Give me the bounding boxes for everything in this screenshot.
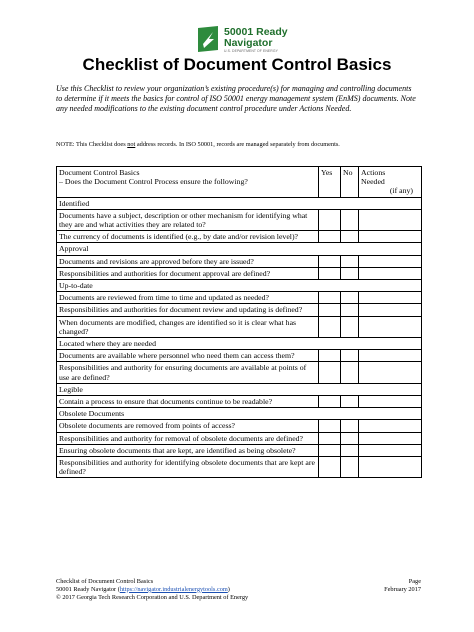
section-heading: Legible <box>57 383 422 395</box>
checklist-question: The currency of documents is identified (e.g., by date and/or revision level)? <box>57 231 319 243</box>
no-checkbox-cell[interactable] <box>341 231 359 243</box>
checklist-item-row <box>57 396 422 408</box>
section-heading: Identified <box>57 197 422 209</box>
actions-needed-cell[interactable] <box>359 350 422 362</box>
checklist-question: Documents are reviewed from time to time and updated as needed? <box>57 292 319 304</box>
no-checkbox-cell[interactable] <box>341 255 359 267</box>
checklist-item-row <box>57 316 422 337</box>
yes-checkbox-cell[interactable] <box>319 444 341 456</box>
header-actions-line1: Actions <box>361 168 386 177</box>
note-suffix: address records. In ISO 50001, records are managed separately from documents. <box>135 141 340 148</box>
checklist-question: Responsibilities and authorities for document review and updating is defined? <box>57 304 319 316</box>
yes-checkbox-cell[interactable] <box>319 255 341 267</box>
no-checkbox-cell[interactable] <box>341 420 359 432</box>
navigator-logo-icon <box>196 26 220 52</box>
checklist-question: Contain a process to ensure that documents continue to be readable? <box>57 396 319 408</box>
yes-checkbox-cell[interactable] <box>319 396 341 408</box>
actions-needed-cell[interactable] <box>359 432 422 444</box>
section-row <box>57 243 422 255</box>
yes-checkbox-cell[interactable] <box>319 304 341 316</box>
note-emphasis: not <box>127 141 136 148</box>
section-row <box>57 280 422 292</box>
logo-name-line2: Navigator <box>224 37 273 49</box>
logo-subline: U.S. DEPARTMENT OF ENERGY <box>224 49 278 53</box>
logo-name-line1: 50001 Ready <box>224 26 288 38</box>
section-row <box>57 383 422 395</box>
no-checkbox-cell[interactable] <box>341 396 359 408</box>
no-checkbox-cell[interactable] <box>341 444 359 456</box>
checklist-item-row <box>57 420 422 432</box>
table-header-row <box>57 167 422 198</box>
checklist-question: When documents are modified, changes are identified so it is clear what has changed? <box>57 316 319 337</box>
header-basics-title: Document Control Basics <box>59 168 140 177</box>
no-checkbox-cell[interactable] <box>341 292 359 304</box>
yes-checkbox-cell[interactable] <box>319 432 341 444</box>
yes-checkbox-cell[interactable] <box>319 420 341 432</box>
footer-line2-prefix: 50001 Ready Navigator ( <box>56 585 120 593</box>
header-actions-line3: (if any) <box>389 186 413 196</box>
footer-line2-suffix: ) <box>227 585 230 593</box>
yes-checkbox-cell[interactable] <box>319 267 341 279</box>
header-basics-cell <box>57 167 319 198</box>
footer-navigator-line <box>56 586 248 594</box>
header-yes-cell: Yes <box>319 167 341 198</box>
checklist-question: Responsibilities and authority for removal of obsolete documents are defined? <box>57 432 319 444</box>
actions-needed-cell[interactable] <box>359 362 422 383</box>
no-checkbox-cell[interactable] <box>341 362 359 383</box>
actions-needed-cell[interactable] <box>359 444 422 456</box>
checklist-question: Responsibilities and authority for ensuring documents are available at points of use are defined? <box>57 362 319 383</box>
yes-checkbox-cell[interactable] <box>319 209 341 230</box>
actions-needed-cell[interactable] <box>359 304 422 316</box>
note-text <box>56 141 436 148</box>
checklist-item-row <box>57 362 422 383</box>
actions-needed-cell[interactable] <box>359 396 422 408</box>
checklist-question: Documents are available where personnel who need them can access them? <box>57 350 319 362</box>
no-checkbox-cell[interactable] <box>341 350 359 362</box>
yes-checkbox-cell[interactable] <box>319 457 341 478</box>
section-row <box>57 408 422 420</box>
actions-needed-cell[interactable] <box>359 292 422 304</box>
actions-needed-cell[interactable] <box>359 209 422 230</box>
actions-needed-cell[interactable] <box>359 316 422 337</box>
footer-copyright: © 2017 Georgia Tech Research Corporation and U.S. Department of Energy <box>56 593 249 601</box>
no-checkbox-cell[interactable] <box>341 316 359 337</box>
checklist-item-row <box>57 231 422 243</box>
header-no-cell: No <box>341 167 359 198</box>
header-actions-line2: Needed <box>361 177 385 187</box>
yes-checkbox-cell[interactable] <box>319 231 341 243</box>
no-checkbox-cell[interactable] <box>341 267 359 279</box>
logo <box>196 26 326 56</box>
section-heading: Located where they are needed <box>57 338 422 350</box>
checklist-item-row <box>57 304 422 316</box>
yes-checkbox-cell[interactable] <box>319 316 341 337</box>
page-title: Checklist of Document Control Basics <box>82 55 392 74</box>
no-checkbox-cell[interactable] <box>341 304 359 316</box>
checklist-item-row <box>57 255 422 267</box>
checklist-question: Responsibilities and authority for identifying obsolete documents that are kept are defined? <box>57 457 319 478</box>
header-basics-question: – Does the Document Control Process ensure the following? <box>59 177 248 187</box>
checklist-item-row <box>57 292 422 304</box>
footer-page-label: Page <box>408 578 421 585</box>
checklist-item-row <box>57 444 422 456</box>
checklist-item-row <box>57 209 422 230</box>
header-actions-cell <box>359 167 422 198</box>
yes-checkbox-cell[interactable] <box>319 362 341 383</box>
section-heading: Approval <box>57 243 422 255</box>
no-checkbox-cell[interactable] <box>341 209 359 230</box>
footer-left <box>56 578 248 601</box>
section-heading: Obsolete Documents <box>57 408 422 420</box>
section-row <box>57 197 422 209</box>
actions-needed-cell[interactable] <box>359 420 422 432</box>
footer-doc-title: Checklist of Document Control Basics <box>56 578 154 585</box>
checklist-item-row <box>57 267 422 279</box>
footer-right <box>384 578 421 594</box>
checklist-item-row <box>57 432 422 444</box>
yes-checkbox-cell[interactable] <box>319 350 341 362</box>
logo-name <box>224 27 288 49</box>
navigator-link[interactable]: https://navigator.industrialenergytools.com <box>119 585 228 593</box>
checklist-item-row <box>57 457 422 478</box>
checklist-item-row <box>57 350 422 362</box>
actions-needed-cell[interactable] <box>359 457 422 478</box>
intro-text: Use this Checklist to review your organization’s existing procedure(s) for managing and controlling documents to determine if it meets the basics for control of ISO 50001 energy management system (EnMS) documents. Note any needed modifications to the existing document control procedure under Actions Needed. <box>56 84 416 114</box>
actions-needed-cell[interactable] <box>359 231 422 243</box>
checklist-question: Responsibilities and authorities for document approval are defined? <box>57 267 319 279</box>
note-prefix: NOTE: This Checklist does <box>56 141 128 148</box>
footer-date: February 2017 <box>384 585 421 593</box>
no-checkbox-cell[interactable] <box>341 432 359 444</box>
section-heading: Up-to-date <box>57 280 422 292</box>
yes-checkbox-cell[interactable] <box>319 292 341 304</box>
checklist-question: Documents have a subject, description or other mechanism for identifying what they are and what activities they are related to? <box>57 209 319 230</box>
actions-needed-cell[interactable] <box>359 255 422 267</box>
actions-needed-cell[interactable] <box>359 267 422 279</box>
checklist-table <box>56 166 422 478</box>
checklist-question: Obsolete documents are removed from points of access? <box>57 420 319 432</box>
no-checkbox-cell[interactable] <box>341 457 359 478</box>
checklist-question: Ensuring obsolete documents that are kept, are identified as being obsolete? <box>57 444 319 456</box>
section-row <box>57 338 422 350</box>
checklist-question: Documents and revisions are approved before they are issued? <box>57 255 319 267</box>
